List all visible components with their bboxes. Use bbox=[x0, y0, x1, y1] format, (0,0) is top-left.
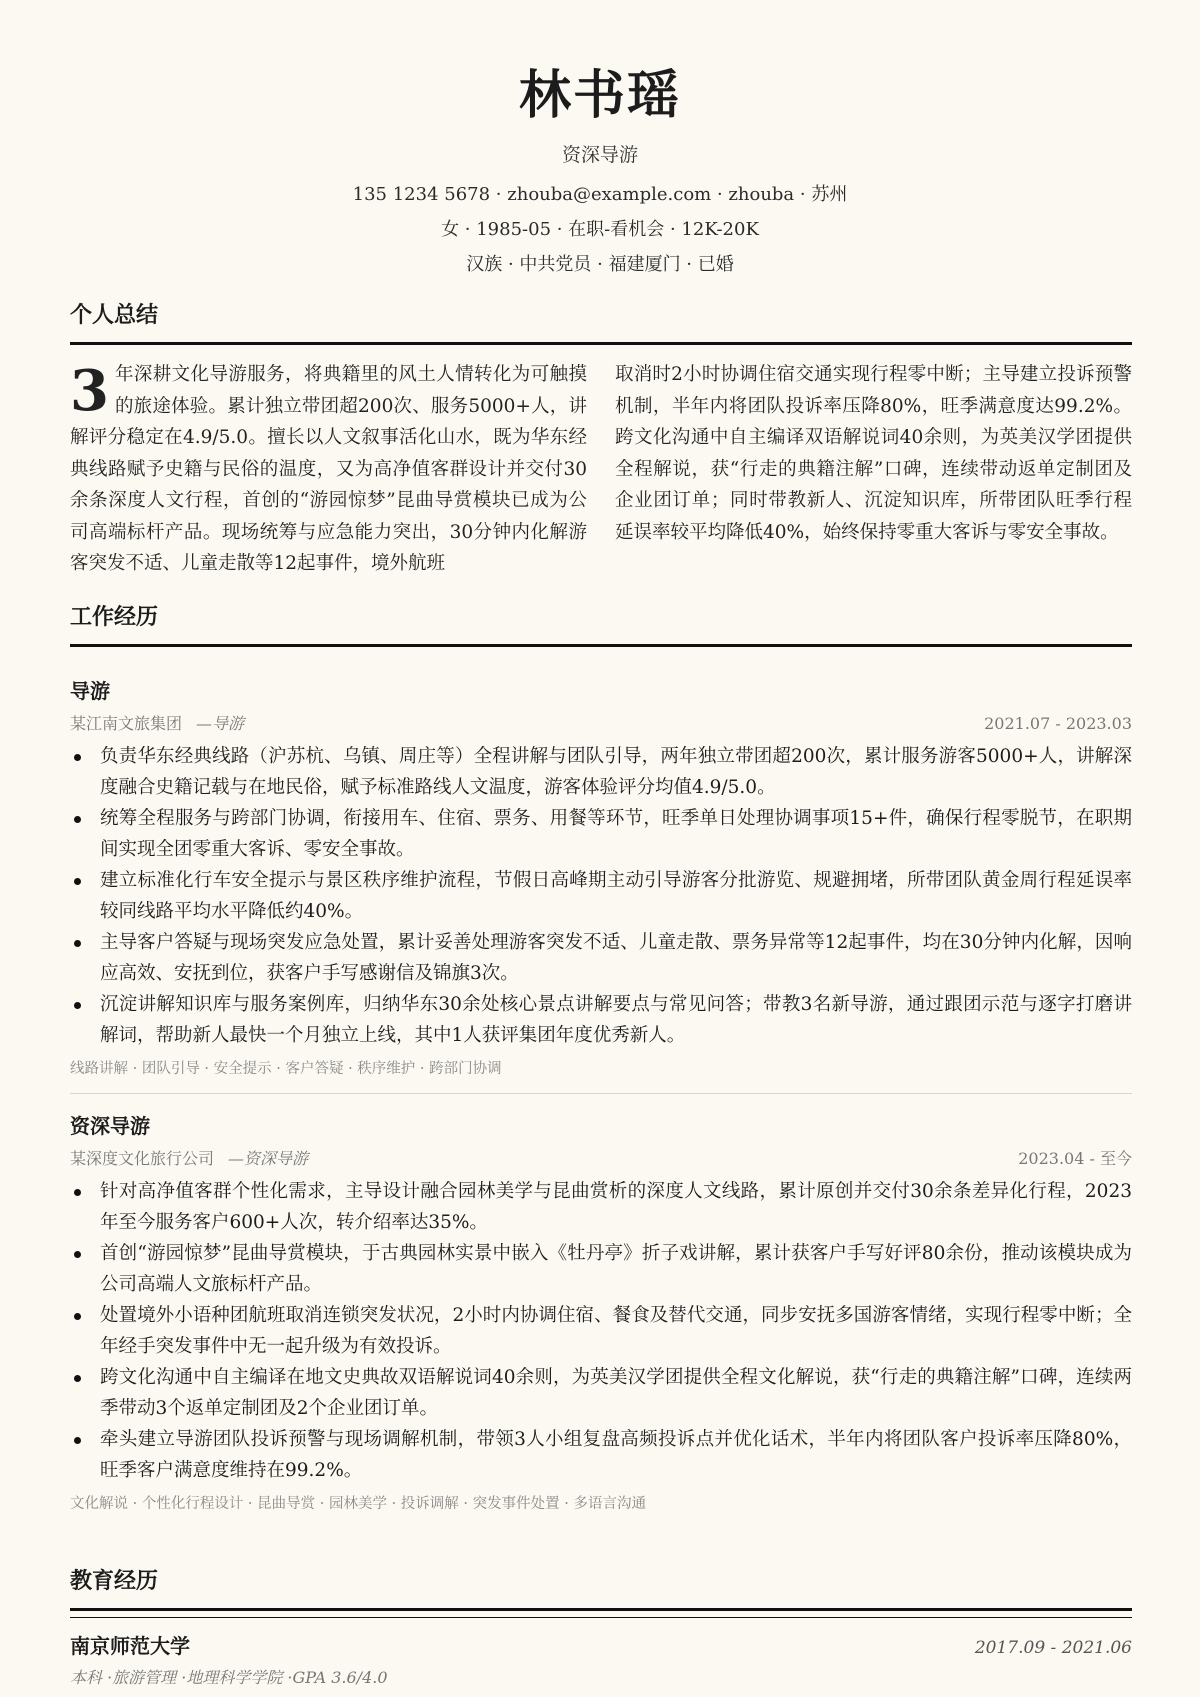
job-entry-meta bbox=[70, 713, 1132, 735]
bullet-dot-icon bbox=[74, 878, 81, 885]
job-bullets bbox=[70, 741, 1132, 1051]
bullet-dot-icon bbox=[74, 1189, 81, 1196]
bullet-text: 首创“游园惊梦”昆曲导赏模块，于古典园林实景中嵌入《牡丹亭》折子戏讲解，累计获客户手写好评80余份，推动该模块成为公司高端人文旅标杆产品。 bbox=[100, 1243, 1132, 1295]
summary-rule bbox=[70, 342, 1132, 345]
bullet-dot-icon bbox=[74, 940, 81, 947]
bullet-dot-icon bbox=[74, 1251, 81, 1258]
summary-text-1: 年深耕文化导游服务，将典籍里的风土人情转化为可触摸的旅途体验。累计独立带团超200次、服务5000+人，讲解评分稳定在4.9/5.0。擅长以人文叙事活化山水，既为华东经典线路赋予史籍与民俗的温度，又为高净值客群设计并交付30余条深度人文行程，首创的“游园惊梦”昆曲导赏模块已成为公司高端标杆产品。现场统筹与应急能力突出，30分钟内化解游客突发不适、儿童走散等12起事件，境外航班 bbox=[70, 364, 587, 574]
extra-info-line: 汉族 · 中共党员 · 福建厦门 · 已婚 bbox=[466, 254, 734, 275]
summary-col-2 bbox=[615, 359, 1132, 580]
bullet-text: 沉淀讲解知识库与服务案例库，归纳华东30余处核心景点讲解要点与常见问答；带教3名新导游，通过跟团示范与逐字打磨讲解词，帮助新人最快一个月独立上线，其中1人获评集团年度优秀新人。 bbox=[100, 994, 1132, 1046]
summary-heading: 个人总结 bbox=[70, 302, 159, 328]
work-section bbox=[70, 602, 1132, 1514]
bullet-dot-icon bbox=[74, 1002, 81, 1009]
bullet-text: 牵头建立导游团队投诉预警与现场调解机制，带领3人小组复盘高频投诉点并优化话术，半年内将团队客户投诉率压降80%，旺季客户满意度维持在99.2%。 bbox=[100, 1429, 1132, 1481]
education-heading: 教育经历 bbox=[70, 1568, 159, 1594]
bullet-dot-icon bbox=[74, 1437, 81, 1444]
contact-line: 135 1234 5678 · zhouba@example.com · zhouba · 苏州 bbox=[352, 184, 848, 205]
bullet-dot-icon bbox=[74, 1313, 81, 1320]
job-bullet bbox=[70, 1424, 1132, 1486]
job-bullet bbox=[70, 1362, 1132, 1424]
candidate-name: 林书瑶 bbox=[518, 65, 681, 126]
resume-header bbox=[0, 0, 1200, 278]
job-date: 2021.07 - 2023.03 bbox=[984, 714, 1132, 733]
job-bullet bbox=[70, 1238, 1132, 1300]
job-bullets bbox=[70, 1176, 1132, 1486]
bullet-dot-icon bbox=[74, 1375, 81, 1382]
job-company: 某江南文旅集团 bbox=[70, 714, 183, 733]
bullet-dot-icon bbox=[74, 816, 81, 823]
bullet-text: 针对高净值客群个性化需求，主导设计融合园林美学与昆曲赏析的深度人文线路，累计原创并交付30余条差异化行程，2023年至今服务客户600+人次，转介绍率达35%。 bbox=[100, 1181, 1132, 1233]
job-company: 某深度文化旅行公司 bbox=[70, 1149, 215, 1168]
summary-dropcap: 3 bbox=[70, 358, 109, 424]
education-date: 2017.09 - 2021.06 bbox=[974, 1638, 1132, 1658]
job-role: —资深导游 bbox=[228, 1149, 309, 1168]
job-bullet bbox=[70, 1300, 1132, 1362]
work-rule bbox=[70, 644, 1132, 647]
job-date: 2023.04 - 至今 bbox=[1018, 1149, 1132, 1168]
job-skill-tags: 文化解说 · 个性化行程设计 · 昆曲导赏 · 园林美学 · 投诉调解 · 突发事件处置 · 多语言沟通 bbox=[70, 1496, 646, 1512]
bullet-text: 统筹全程服务与跨部门协调，衔接用车、住宿、票务、用餐等环节，旺季单日处理协调事项15+件，确保行程零脱节，在职期间实现全团零重大客诉、零安全事故。 bbox=[100, 808, 1132, 860]
job-entry bbox=[70, 1112, 1132, 1514]
job-bullet bbox=[70, 989, 1132, 1051]
education-rule bbox=[70, 1608, 1132, 1618]
job-bullet bbox=[70, 1176, 1132, 1238]
bullet-text: 主导客户答疑与现场突发应急处置，累计妥善处理游客突发不适、儿童走散、票务异常等12起事件，均在30分钟内化解，因响应高效、安抚到位，获客户手写感谢信及锦旗3次。 bbox=[100, 932, 1132, 984]
summary-text-2: 取消时2小时协调住宿交通实现行程零中断；主导建立投诉预警机制，半年内将团队投诉率压降80%，旺季满意度达99.2%。跨文化沟通中自主编译双语解说词40余则，为英美汉学团提供全程解说，获“行走的典籍注解”口碑，连续带动返单定制团及企业团订单；同时带教新人、沉淀知识库，所带团队旺季行程延误率较平均降低40%，始终保持零重大客诉与零安全事故。 bbox=[615, 364, 1132, 543]
job-title: 资深导游 bbox=[561, 144, 638, 166]
bullet-text: 处置境外小语种团航班取消连锁突发状况，2小时内协调住宿、餐食及替代交通，同步安抚多国游客情绪，实现行程零中断；全年经手突发事件中无一起升级为有效投诉。 bbox=[100, 1305, 1132, 1357]
work-heading: 工作经历 bbox=[70, 604, 159, 630]
job-entry-meta bbox=[70, 1148, 1132, 1170]
education-school: 南京师范大学 bbox=[70, 1634, 190, 1658]
job-entry bbox=[70, 677, 1132, 1079]
job-bullet bbox=[70, 803, 1132, 865]
bullet-text: 跨文化沟通中自主编译在地文史典故双语解说词40余则，为英美汉学团提供全程文化解说，获“行走的典籍注解”口碑，连续两季带动3个返单定制团及2个企业团订单。 bbox=[100, 1367, 1132, 1419]
education-section bbox=[70, 1566, 1132, 1688]
job-role: —导游 bbox=[196, 714, 245, 733]
summary-section bbox=[70, 300, 1132, 580]
bullet-dot-icon bbox=[74, 754, 81, 761]
job-bullet bbox=[70, 865, 1132, 927]
education-row bbox=[70, 1630, 1132, 1659]
job-divider bbox=[70, 1093, 1132, 1094]
basic-info-line: 女 · 1985-05 · 在职-看机会 · 12K-20K bbox=[441, 219, 759, 240]
bullet-text: 建立标准化行车安全提示与景区秩序维护流程，节假日高峰期主动引导游客分批游览、规避拥堵，所带团队黄金周行程延误率较同线路平均水平降低约40%。 bbox=[100, 870, 1132, 922]
job-entry-title: 资深导游 bbox=[70, 1114, 150, 1138]
summary-col-1 bbox=[70, 359, 587, 580]
job-bullet bbox=[70, 927, 1132, 989]
job-skill-tags: 线路讲解 · 团队引导 · 安全提示 · 客户答疑 · 秩序维护 · 跨部门协调 bbox=[70, 1061, 502, 1077]
education-detail: 本科 ·旅游管理 ·地理科学学院 ·GPA 3.6/4.0 bbox=[70, 1668, 388, 1687]
summary-body bbox=[70, 359, 1132, 580]
job-entry-title: 导游 bbox=[70, 679, 110, 703]
job-bullet bbox=[70, 741, 1132, 803]
bullet-text: 负责华东经典线路（沪苏杭、乌镇、周庄等）全程讲解与团队引导，两年独立带团超200次，累计服务游客5000+人，讲解深度融合史籍记载与在地民俗，赋予标准路线人文温度，游客体验评分均值4.9/5.0。 bbox=[100, 746, 1132, 798]
